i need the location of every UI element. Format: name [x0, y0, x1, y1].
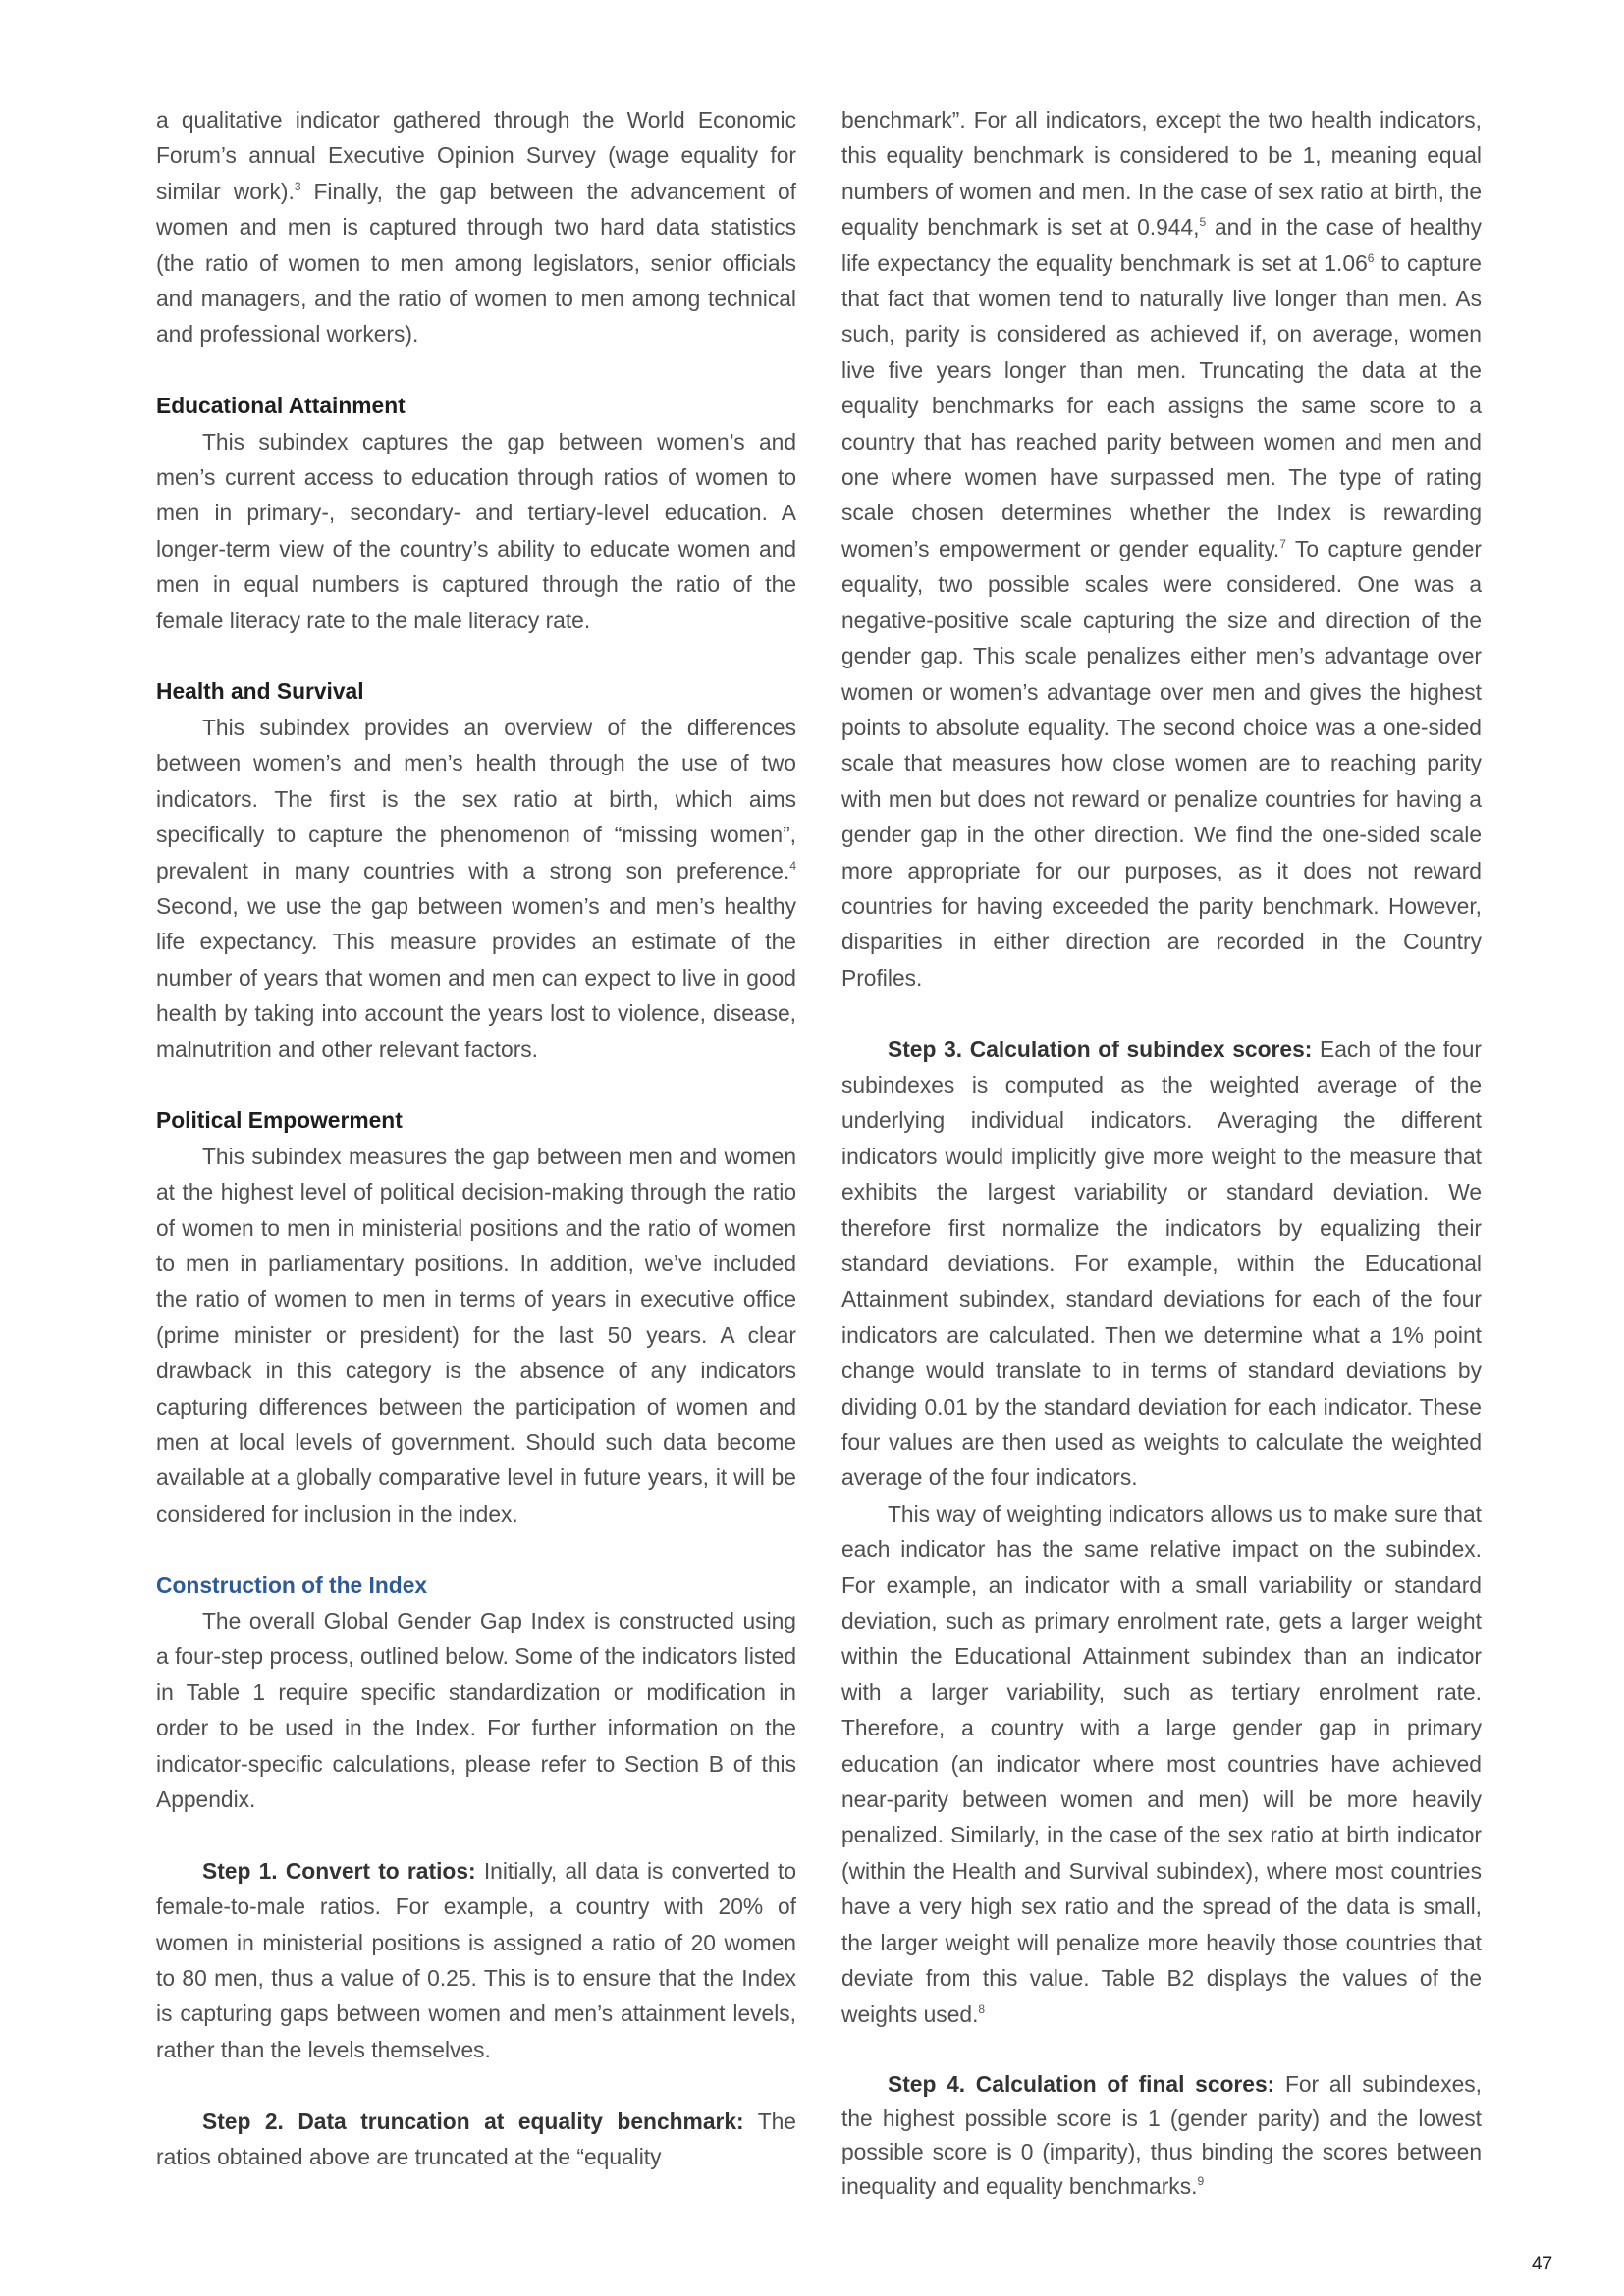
step1-paragraph [156, 1853, 796, 2067]
truncation-text-3: to capture that fact that women tend to naturally live longer than men. As such, parity is considered as achieved if, on average, women live five years longer than men. Truncating the data at the equality benchmarks for each assigns the same score to a country that has reached parity between women and men and one where women have surpassed men. The type of rating scale chosen determines whether the Index is rewarding women’s empowerment or gender equality. [841, 249, 1482, 561]
footnote-ref-5[interactable]: 5 [1199, 215, 1207, 230]
health-text-1: This subindex provides an overview of the differences between women’s and men’s health through the use of two indicators. The first is the sex ratio at birth, which aims specifically to capture the phenomenon of “missing women”, prevalent in many countries with a strong son preference. [156, 714, 796, 883]
step3-text: Each of the four subindexes is computed as the weighted average of the underlying individual indicators. Averaging the different indicators would implicitly give more weight to the measure that exhibits the largest variability or standard deviation. We therefore first normalize the indicators by equalizing their standard deviations. For example, within the Educational Attainment subindex, standard deviations for each of the four indicators are calculated. Then we determine what a 1% point change would translate to in terms of standard deviations by dividing 0.01 by the standard deviation for each indicator. These four values are then used as weights to calculate the weighted average of the four indicators. [841, 1036, 1483, 1491]
step1-text: Initially, all data is converted to female-to-male ratios. For example, a country with 20% of women in ministerial positions is assigned a ratio of 20 women to 80 men, thus a value of 0.25. This is to ensure that the Index is capturing gaps between women and men’s attainment levels, rather than the levels themselves. [156, 1857, 796, 2062]
step2-text: The ratios obtained above are truncated at the “equality [156, 2108, 796, 2170]
step2-paragraph [156, 2104, 796, 2175]
truncation-text-4: To capture gender equality, two possible scales were considered. One was a negative-positive scale capturing the size and direction of the gender gap. This scale penalizes either men’s advantage over women or women’s advantage over men and gives the highest points to absolute equality. The second choice was a one-sided scale that measures how close women are to reaching parity with men but does not reward or penalize countries for having a gender gap in the other direction. We find the one-sided scale more appropriate for our purposes, as it does not reward countries for having exceeded the parity benchmark. However, disparities in either direction are recorded in the Country Profiles. [841, 535, 1482, 990]
truncation-text-1: benchmark”. For all indicators, except the two health indicators, this equality benchmark is considered to be 1, meaning equal numbers of women and men. In the case of sex ratio at birth, the equality benchmark is set at 0.944, [841, 107, 1482, 240]
footnote-ref-3[interactable]: 3 [294, 179, 301, 193]
left-column [156, 102, 796, 2174]
heading-educational-attainment: Educational Attainment [156, 393, 406, 419]
truncation-text-2: and in the case of healthy life expectancy the equality benchmark is set at 1.06 [841, 214, 1482, 276]
footnote-ref-7[interactable]: 7 [1279, 536, 1286, 551]
footnote-ref-6[interactable]: 6 [1367, 250, 1375, 265]
construction-paragraph: The overall Global Gender Gap Index is constructed using a four-step process, outlined below. Some of the indicators listed in Table 1 require specific standardization or modification in order to be used in the Index. For further information on the indicator-specific calculations, please refer to Section B of this Appendix. [156, 1608, 796, 1813]
step4-paragraph [841, 2067, 1482, 2203]
weighting-paragraph [841, 1496, 1482, 2032]
weighting-text: This way of weighting indicators allows us to make sure that each indicator has the same relative impact on the subindex. For example, an indicator with a small variability or standard deviation, such as primary enrolment rate, gets a larger weight within the Educational Attainment subindex than an indicator with a larger variability, such as tertiary enrolment rate. Therefore, a country with a large gender gap in primary education (an indicator where most countries have achieved near-parity between women and men) will be more heavily penalized. Similarly, in the case of the sex ratio at birth indicator (within the Health and Survival subindex), where most countries have a very high sex ratio and the spread of the data is small, the larger weight will penalize more heavily those countries that deviate from this value. Table B2 displays the values of the weights used. [841, 1500, 1482, 2027]
health-paragraph [156, 710, 796, 1067]
right-column [841, 102, 1482, 2203]
step4-text: For all subindexes, the highest possible score is 1 (gender parity) and the lowest possible score is 0 (imparity), thus binding the scores between inequality and equality benchmarks. [841, 2071, 1483, 2199]
heading-construction: Construction of the Index [156, 1572, 428, 1598]
step1-label: Step 1. Convert to ratios: [202, 1857, 476, 1884]
page-number: 47 [1532, 2254, 1553, 2274]
footnote-ref-9[interactable]: 9 [1197, 2173, 1205, 2188]
truncation-paragraph [841, 102, 1482, 995]
step3-paragraph [841, 1032, 1482, 1496]
step4-label: Step 4. Calculation of final scores: [888, 2071, 1275, 2098]
step2-label: Step 2. Data truncation at equality benchmark: [202, 2108, 744, 2134]
intro-text-2: Finally, the gap between the advancement of women and men is captured through two hard data statistics (the ratio of women to men among legislators, senior officials and managers, and the ratio of women to men among technical and professional workers). [156, 178, 797, 347]
step3-label: Step 3. Calculation of subindex scores: [888, 1036, 1313, 1062]
intro-text-1: a qualitative indicator gathered through the World Economic Forum’s annual Executive Opinion Survey (wage equality for similar work). [156, 107, 796, 204]
footnote-ref-4[interactable]: 4 [789, 858, 796, 873]
political-paragraph: This subindex measures the gap between men and women at the highest level of political decision-making through the ratio of women to men in ministerial positions and the ratio of women to men in parliamentary positions. In addition, we’ve included the ratio of women to men in terms of years in executive office (prime minister or president) for the last 50 years. A clear drawback in this category is the absence of any indicators capturing differences between the participation of women and men at local levels of government. Should such data become available at a globally comparative level in future years, it will be considered for inclusion in the index. [156, 1143, 796, 1526]
health-text-2: Second, we use the gap between women’s and men’s healthy life expectancy. This measure provides an estimate of the number of years that women and men can expect to live in good health by taking into account the years lost to violence, disease, malnutrition and other relevant factors. [156, 892, 796, 1062]
heading-political-empowerment: Political Empowerment [156, 1107, 403, 1134]
heading-health-survival: Health and Survival [156, 678, 364, 705]
education-paragraph: This subindex captures the gap between women’s and men’s current access to education through ratios of women to men in primary-, secondary- and tertiary-level education. A longer-term view of the country’s ability to educate women and men in equal numbers is captured through the ratio of the female literacy rate to the male literacy rate. [156, 428, 796, 633]
footnote-ref-8[interactable]: 8 [978, 2002, 986, 2016]
intro-paragraph [156, 102, 796, 352]
